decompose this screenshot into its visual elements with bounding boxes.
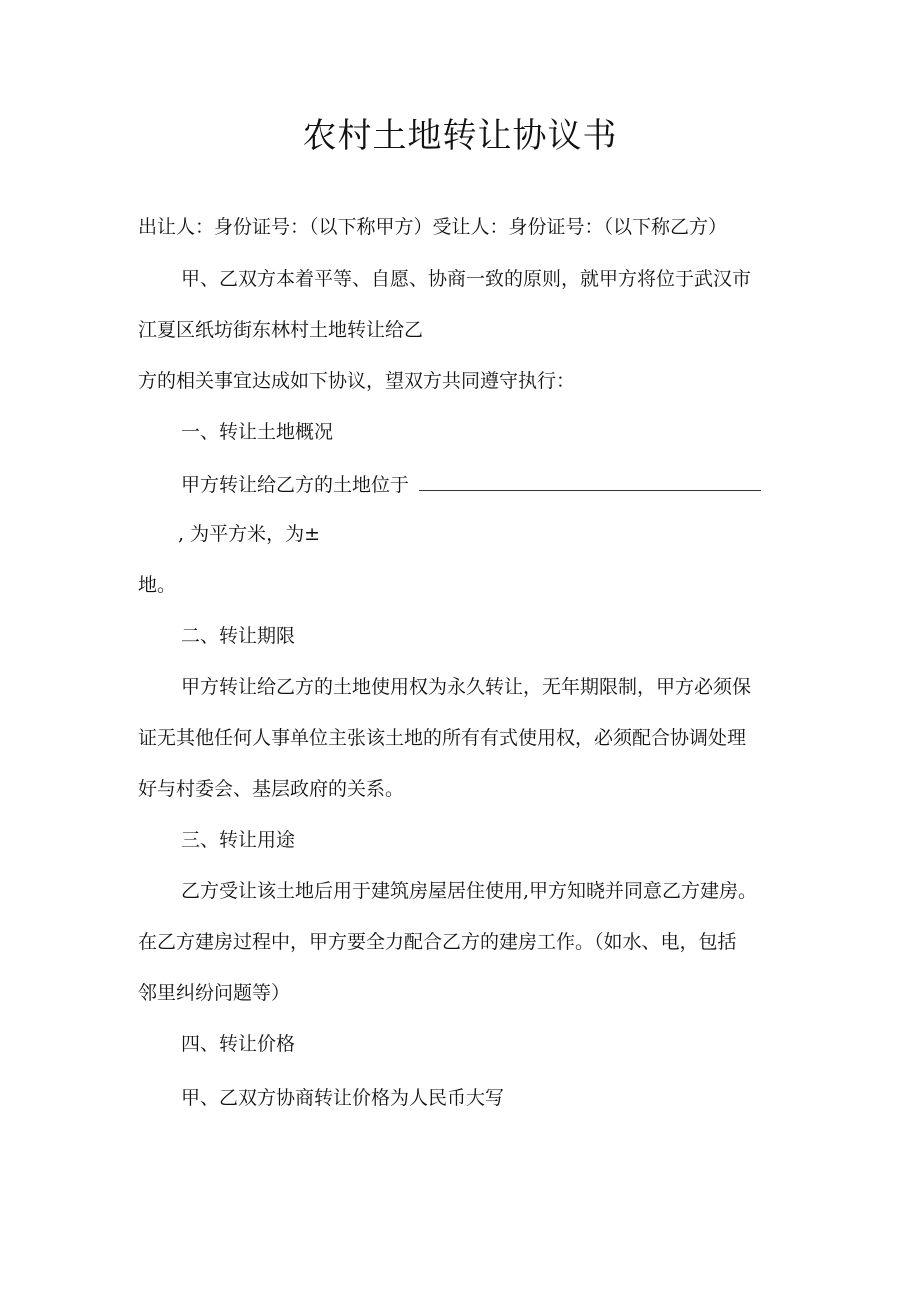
preamble-line-3: 方的相关事宜达成如下协议，望双方共同遵守执行： <box>138 370 576 392</box>
usage-line-3: 邻里纠纷问题等） <box>138 982 291 1004</box>
section-heading-3: 三、转让用途 <box>181 829 296 851</box>
preamble-line-1: 甲、乙双方本着平等、自愿、协商一致的原则，就甲方将位于武汉市 <box>181 268 752 290</box>
land-type-line: 地。 <box>138 574 177 596</box>
term-line-3: 好与村委会、基层政府的关系。 <box>138 778 405 800</box>
section-heading-2: 二、转让期限 <box>181 625 296 647</box>
land-location-blank <box>419 468 761 491</box>
section-heading-1: 一、转让土地概况 <box>181 421 334 443</box>
usage-line-1: 乙方受让该土地后用于建筑房屋居住使用,甲方知晓并同意乙方建房。 <box>181 880 758 902</box>
parties-line: 出让人：身份证号：（以下称甲方）受让人：身份证号：（以下称乙方） <box>138 216 728 238</box>
price-line: 甲、乙双方协商转让价格为人民币大写 <box>181 1087 505 1109</box>
land-location-label: 甲方转让给乙方的土地位于 <box>181 474 410 496</box>
section-heading-4: 四、转让价格 <box>181 1033 296 1055</box>
document-title: 农村土地转让协议书 <box>302 116 618 156</box>
term-line-1: 甲方转让给乙方的土地使用权为永久转让，无年期限制，甲方必须保 <box>181 676 752 698</box>
usage-line-2: 在乙方建房过程中，甲方要全力配合乙方的建房工作。（如水、电，包括 <box>138 931 737 953</box>
land-area-line: , 为平方米，为± <box>178 523 320 545</box>
preamble-line-2: 江夏区纸坊街东林村土地转让给乙 <box>138 319 424 341</box>
term-line-2: 证无其他任何人事单位主张该土地的所有有式使用权，必须配合协调处理 <box>138 727 747 749</box>
land-location-line <box>181 468 761 500</box>
